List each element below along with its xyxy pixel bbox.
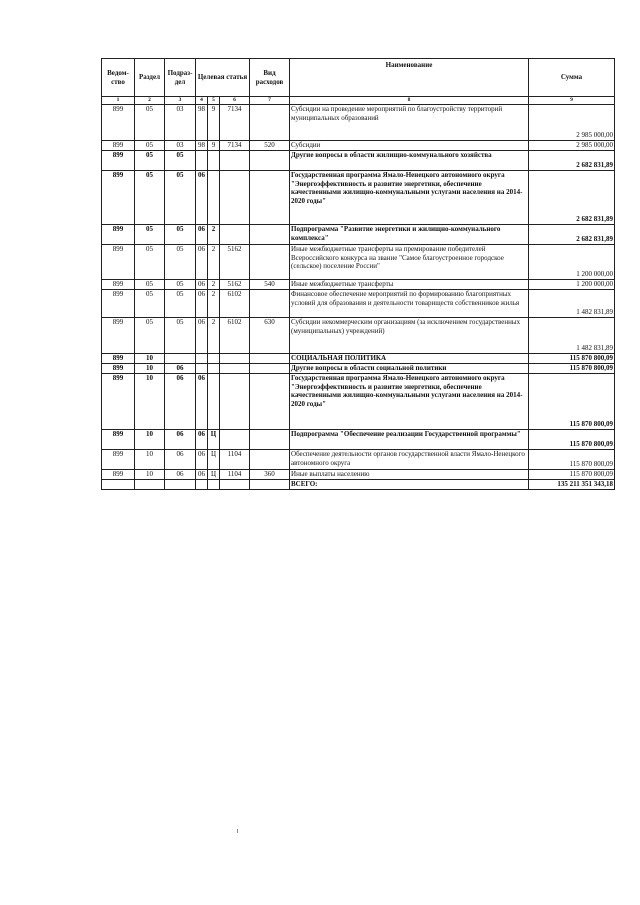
table-row: [102, 225, 615, 245]
podrazdel-cell: 06: [165, 430, 196, 450]
vid-rashodov-cell: [250, 364, 290, 374]
header-razdel: Раздел: [135, 59, 165, 97]
razdel-cell: 05: [135, 105, 165, 141]
naimenovanie-cell: Субсидии: [290, 141, 529, 151]
header-podrazdel: Подраз-дел: [165, 59, 196, 97]
table-row: [102, 354, 615, 364]
celevaya-1-cell: 06: [196, 290, 208, 318]
vid-rashodov-cell: [250, 450, 290, 470]
vid-rashodov-cell: 630: [250, 318, 290, 354]
celevaya-2-cell: 2: [208, 318, 220, 354]
summa-cell: 115 870 800,09: [529, 364, 615, 374]
table-row: [102, 245, 615, 280]
naimenovanie-cell: Другие вопросы в области жилищно-коммунального хозяйства: [290, 151, 529, 171]
celevaya-2-cell: 2: [208, 225, 220, 245]
vedomstvo-cell: 899: [102, 141, 135, 151]
celevaya-3-cell: 5162: [220, 245, 250, 280]
vedomstvo-cell: 899: [102, 364, 135, 374]
column-number: 4: [196, 97, 208, 105]
podrazdel-cell: 03: [165, 105, 196, 141]
budget-table-sheet: [101, 58, 614, 490]
vid-rashodov-cell: [250, 245, 290, 280]
vedomstvo-cell: 899: [102, 318, 135, 354]
razdel-cell: 05: [135, 318, 165, 354]
vedomstvo-cell: 899: [102, 105, 135, 141]
celevaya-1-cell: 06: [196, 374, 208, 430]
column-number: 7: [250, 97, 290, 105]
podrazdel-cell: 06: [165, 364, 196, 374]
celevaya-2-cell: 2: [208, 245, 220, 280]
total-empty-cell: [220, 480, 250, 490]
podrazdel-cell: 05: [165, 318, 196, 354]
naimenovanie-cell: Подпрограмма "Обеспечение реализации Государственной программы": [290, 430, 529, 450]
table-row: [102, 364, 615, 374]
celevaya-3-cell: 1104: [220, 470, 250, 480]
table-row: [102, 430, 615, 450]
naimenovanie-cell: Субсидии некоммерческим организациям (за исключением государственных (муниципальных) учреждений): [290, 318, 529, 354]
vedomstvo-cell: 899: [102, 450, 135, 470]
razdel-cell: 10: [135, 470, 165, 480]
column-number: 2: [135, 97, 165, 105]
naimenovanie-cell: СОЦИАЛЬНАЯ ПОЛИТИКА: [290, 354, 529, 364]
celevaya-1-cell: 98: [196, 141, 208, 151]
razdel-cell: 05: [135, 141, 165, 151]
podrazdel-cell: 06: [165, 450, 196, 470]
vedomstvo-cell: 899: [102, 374, 135, 430]
podrazdel-cell: [165, 354, 196, 364]
podrazdel-cell: 05: [165, 225, 196, 245]
naimenovanie-cell: Государственная программа Ямало-Ненецкого автономного округа "Энергоэффективность и развитие энергетики, обеспечение качественными жилищно-коммунальными услугами населения на 2014-2020 годы": [290, 374, 529, 430]
celevaya-1-cell: 06: [196, 280, 208, 290]
razdel-cell: 10: [135, 354, 165, 364]
vid-rashodov-cell: [250, 151, 290, 171]
header-naimenovanie: Наименование: [290, 59, 529, 97]
celevaya-2-cell: Ц: [208, 430, 220, 450]
celevaya-1-cell: 06: [196, 470, 208, 480]
razdel-cell: 10: [135, 430, 165, 450]
podrazdel-cell: 05: [165, 245, 196, 280]
celevaya-3-cell: [220, 354, 250, 364]
summa-cell: 1 482 831,89: [529, 318, 615, 354]
vedomstvo-cell: 899: [102, 171, 135, 225]
podrazdel-cell: 06: [165, 470, 196, 480]
podrazdel-cell: 05: [165, 151, 196, 171]
celevaya-1-cell: 06: [196, 171, 208, 225]
vid-rashodov-cell: 360: [250, 470, 290, 480]
vedomstvo-cell: 899: [102, 354, 135, 364]
celevaya-2-cell: 9: [208, 105, 220, 141]
margin-mark: [237, 829, 238, 833]
celevaya-3-cell: 6102: [220, 318, 250, 354]
column-number: 3: [165, 97, 196, 105]
column-number: 1: [102, 97, 135, 105]
naimenovanie-cell: Другие вопросы в области социальной политики: [290, 364, 529, 374]
razdel-cell: 10: [135, 364, 165, 374]
table-row: [102, 280, 615, 290]
table-row: [102, 171, 615, 225]
razdel-cell: 10: [135, 374, 165, 430]
celevaya-2-cell: [208, 354, 220, 364]
table-row: [102, 141, 615, 151]
table-row: [102, 374, 615, 430]
naimenovanie-cell: Финансовое обеспечение мероприятий по формированию благоприятных условий для образования и деятельности товариществ собственников жилья: [290, 290, 529, 318]
vid-rashodov-cell: 540: [250, 280, 290, 290]
vid-rashodov-cell: [250, 374, 290, 430]
summa-cell: 2 682 831,89: [529, 151, 615, 171]
celevaya-3-cell: 7134: [220, 105, 250, 141]
vid-rashodov-cell: [250, 171, 290, 225]
celevaya-3-cell: [220, 151, 250, 171]
vedomstvo-cell: 899: [102, 470, 135, 480]
naimenovanie-cell: Иные межбюджетные трансферты: [290, 280, 529, 290]
celevaya-2-cell: [208, 171, 220, 225]
table-row: [102, 151, 615, 171]
column-numbers-row: [102, 97, 615, 105]
summa-cell: 2 682 831,89: [529, 225, 615, 245]
celevaya-3-cell: 7134: [220, 141, 250, 151]
summa-cell: 115 870 800,09: [529, 374, 615, 430]
vedomstvo-cell: 899: [102, 151, 135, 171]
total-empty-cell: [196, 480, 208, 490]
razdel-cell: 10: [135, 450, 165, 470]
celevaya-3-cell: 6102: [220, 290, 250, 318]
summa-cell: 115 870 800,09: [529, 354, 615, 364]
vid-rashodov-cell: [250, 430, 290, 450]
total-empty-cell: [208, 480, 220, 490]
total-empty-cell: [250, 480, 290, 490]
celevaya-2-cell: Ц: [208, 450, 220, 470]
summa-cell: 115 870 800,09: [529, 450, 615, 470]
celevaya-2-cell: 2: [208, 290, 220, 318]
vedomstvo-cell: 899: [102, 225, 135, 245]
column-number: 5: [208, 97, 220, 105]
celevaya-3-cell: [220, 364, 250, 374]
column-number: 9: [529, 97, 615, 105]
naimenovanie-cell: Обеспечение деятельности органов государственной власти Ямало-Ненецкого автономного округа: [290, 450, 529, 470]
vedomstvo-cell: 899: [102, 290, 135, 318]
summa-cell: 115 870 800,09: [529, 430, 615, 450]
summa-cell: 1 482 831,89: [529, 290, 615, 318]
razdel-cell: 05: [135, 171, 165, 225]
celevaya-1-cell: 98: [196, 105, 208, 141]
total-empty-cell: [165, 480, 196, 490]
vedomstvo-cell: 899: [102, 280, 135, 290]
naimenovanie-cell: Иные выплаты населению: [290, 470, 529, 480]
razdel-cell: 05: [135, 225, 165, 245]
vedomstvo-cell: 899: [102, 430, 135, 450]
summa-cell: 1 200 000,00: [529, 245, 615, 280]
total-empty-cell: [135, 480, 165, 490]
celevaya-3-cell: [220, 171, 250, 225]
naimenovanie-cell: Иные межбюджетные трансферты на премирование победителей Всероссийского конкурса на звание "Самое благоустроенное городское (сельское) поселение России": [290, 245, 529, 280]
total-empty-cell: [102, 480, 135, 490]
celevaya-1-cell: 06: [196, 430, 208, 450]
podrazdel-cell: 05: [165, 280, 196, 290]
total-row: [102, 480, 615, 490]
celevaya-1-cell: [196, 364, 208, 374]
celevaya-1-cell: 06: [196, 225, 208, 245]
podrazdel-cell: 05: [165, 290, 196, 318]
podrazdel-cell: 05: [165, 171, 196, 225]
celevaya-3-cell: [220, 374, 250, 430]
celevaya-1-cell: [196, 151, 208, 171]
podrazdel-cell: 03: [165, 141, 196, 151]
celevaya-2-cell: [208, 364, 220, 374]
table-row: [102, 105, 615, 141]
table-row: [102, 318, 615, 354]
razdel-cell: 05: [135, 151, 165, 171]
header-vid-rashodov: Вид расходов: [250, 59, 290, 97]
vid-rashodov-cell: [250, 354, 290, 364]
header-summa: Сумма: [529, 59, 615, 97]
razdel-cell: 05: [135, 245, 165, 280]
naimenovanie-cell: Субсидии на проведение мероприятий по благоустройству территорий муниципальных образований: [290, 105, 529, 141]
celevaya-2-cell: 2: [208, 280, 220, 290]
vid-rashodov-cell: [250, 290, 290, 318]
naimenovanie-cell: Подпрограмма "Развитие энергетики и жилищно-коммунального комплекса": [290, 225, 529, 245]
header-vedomstvo: Ведом-ство: [102, 59, 135, 97]
total-label: ВСЕГО:: [290, 480, 529, 490]
summa-cell: 2 985 000,00: [529, 105, 615, 141]
column-number: 6: [220, 97, 250, 105]
celevaya-3-cell: [220, 430, 250, 450]
column-number: 8: [290, 97, 529, 105]
razdel-cell: 05: [135, 280, 165, 290]
budget-table: [101, 58, 615, 490]
header-celevaya-statya: Целевая статья: [196, 59, 250, 97]
summa-cell: 1 200 000,00: [529, 280, 615, 290]
summa-cell: 2 682 831,89: [529, 171, 615, 225]
celevaya-3-cell: 5162: [220, 280, 250, 290]
podrazdel-cell: 06: [165, 374, 196, 430]
celevaya-1-cell: 06: [196, 318, 208, 354]
razdel-cell: 05: [135, 290, 165, 318]
summa-cell: 2 985 000,00: [529, 141, 615, 151]
celevaya-2-cell: 9: [208, 141, 220, 151]
celevaya-2-cell: [208, 151, 220, 171]
celevaya-1-cell: 06: [196, 245, 208, 280]
total-sum: 135 211 351 343,18: [529, 480, 615, 490]
celevaya-1-cell: [196, 354, 208, 364]
vid-rashodov-cell: 520: [250, 141, 290, 151]
celevaya-2-cell: Ц: [208, 470, 220, 480]
naimenovanie-cell: Государственная программа Ямало-Ненецкого автономного округа "Энергоэффективность и развитие энергетики, обеспечение качественными жилищно-коммунальными услугами населения на 2014-2020 годы": [290, 171, 529, 225]
celevaya-2-cell: [208, 374, 220, 430]
celevaya-3-cell: [220, 225, 250, 245]
table-row: [102, 450, 615, 470]
vedomstvo-cell: 899: [102, 245, 135, 280]
header-row: [102, 59, 615, 97]
table-row: [102, 290, 615, 318]
vid-rashodov-cell: [250, 105, 290, 141]
budget-table-body: [102, 105, 615, 490]
summa-cell: 115 870 800,09: [529, 470, 615, 480]
table-row: [102, 470, 615, 480]
celevaya-1-cell: 06: [196, 450, 208, 470]
vid-rashodov-cell: [250, 225, 290, 245]
celevaya-3-cell: 1104: [220, 450, 250, 470]
